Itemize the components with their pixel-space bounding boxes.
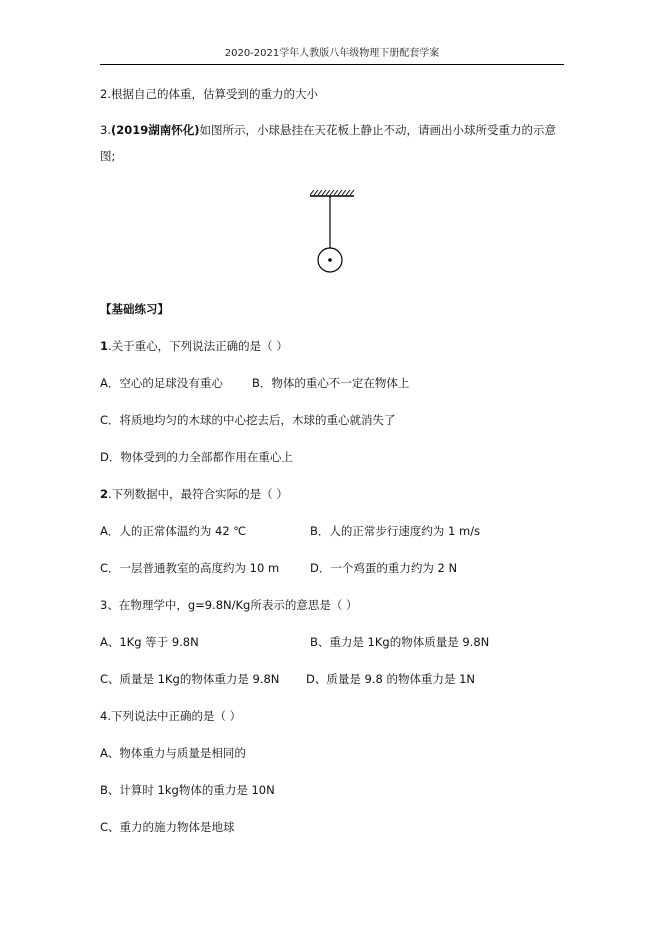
section-title: 【基础练习】 bbox=[100, 302, 169, 316]
question-4-stem: 4.下列说法中正确的是（ ） bbox=[100, 709, 242, 723]
question-1-option-b: B．物体的重心不一定在物体上 bbox=[252, 376, 410, 390]
question-3-option-c: C、质量是 1Kg的物体重力是 9.8N bbox=[100, 672, 280, 686]
question-2-option-c: C．一层普通教室的高度约为 10 m bbox=[100, 561, 280, 575]
question-3-source: (2019湖南怀化) bbox=[110, 123, 200, 137]
question-3-intro bbox=[100, 122, 556, 138]
question-2-option-d: D．一个鸡蛋的重力约为 2 N bbox=[310, 561, 458, 575]
question-1-stem-text: .关于重心，下列说法正确的是（ ） bbox=[108, 339, 288, 353]
question-1-stem bbox=[100, 338, 288, 354]
question-1-number: 1 bbox=[100, 339, 109, 353]
question-2-option-a: A．人的正常体温约为 42 ℃ bbox=[100, 524, 247, 538]
question-3-option-a: A、1Kg 等于 9.8N bbox=[100, 635, 199, 649]
question-2-stem bbox=[100, 486, 288, 502]
question-3-stem: 3、在物理学中，g=9.8N/Kg所表示的意思是（ ） bbox=[100, 598, 358, 612]
question-1-option-a: A．空心的足球没有重心 bbox=[100, 376, 223, 390]
ball-center-dot bbox=[328, 258, 332, 262]
question-1-option-c: C．将质地均匀的木球的中心挖去后，木球的重心就消失了 bbox=[100, 413, 396, 427]
question-3-text-cont: 图; bbox=[100, 149, 116, 163]
page-header: 2020-2021学年人教版八年级物理下册配套学案 bbox=[224, 48, 440, 59]
question-3-option-b: B、重力是 1Kg的物体质量是 9.8N bbox=[310, 635, 490, 649]
question-3-option-d: D、质量是 9.8 的物体重力是 1N bbox=[306, 672, 476, 686]
header-divider bbox=[100, 64, 564, 65]
question-3-number: 3. bbox=[100, 123, 111, 137]
question-2-stem-text: .下列数据中，最符合实际的是（ ） bbox=[108, 487, 288, 501]
hanging-ball-figure bbox=[300, 186, 364, 276]
question-4-option-a: A、物体重力与质量是相同的 bbox=[100, 746, 246, 760]
question-3-text: 如图所示，小球悬挂在天花板上静止不动，请画出小球所受重力的示意 bbox=[199, 123, 557, 137]
ceiling-hatch bbox=[310, 190, 354, 196]
question-4-option-c: C、重力的施力物体是地球 bbox=[100, 820, 235, 834]
question-4-option-b: B、计算时 1kg物体的重力是 10N bbox=[100, 783, 275, 797]
question-2-intro: 2.根据自己的体重，估算受到的重力的大小 bbox=[100, 87, 318, 101]
question-2-number: 2 bbox=[100, 487, 109, 501]
question-2-option-b: B．人的正常步行速度约为 1 m/s bbox=[310, 524, 481, 538]
question-1-option-d: D．物体受到的力全部都作用在重心上 bbox=[100, 450, 293, 464]
